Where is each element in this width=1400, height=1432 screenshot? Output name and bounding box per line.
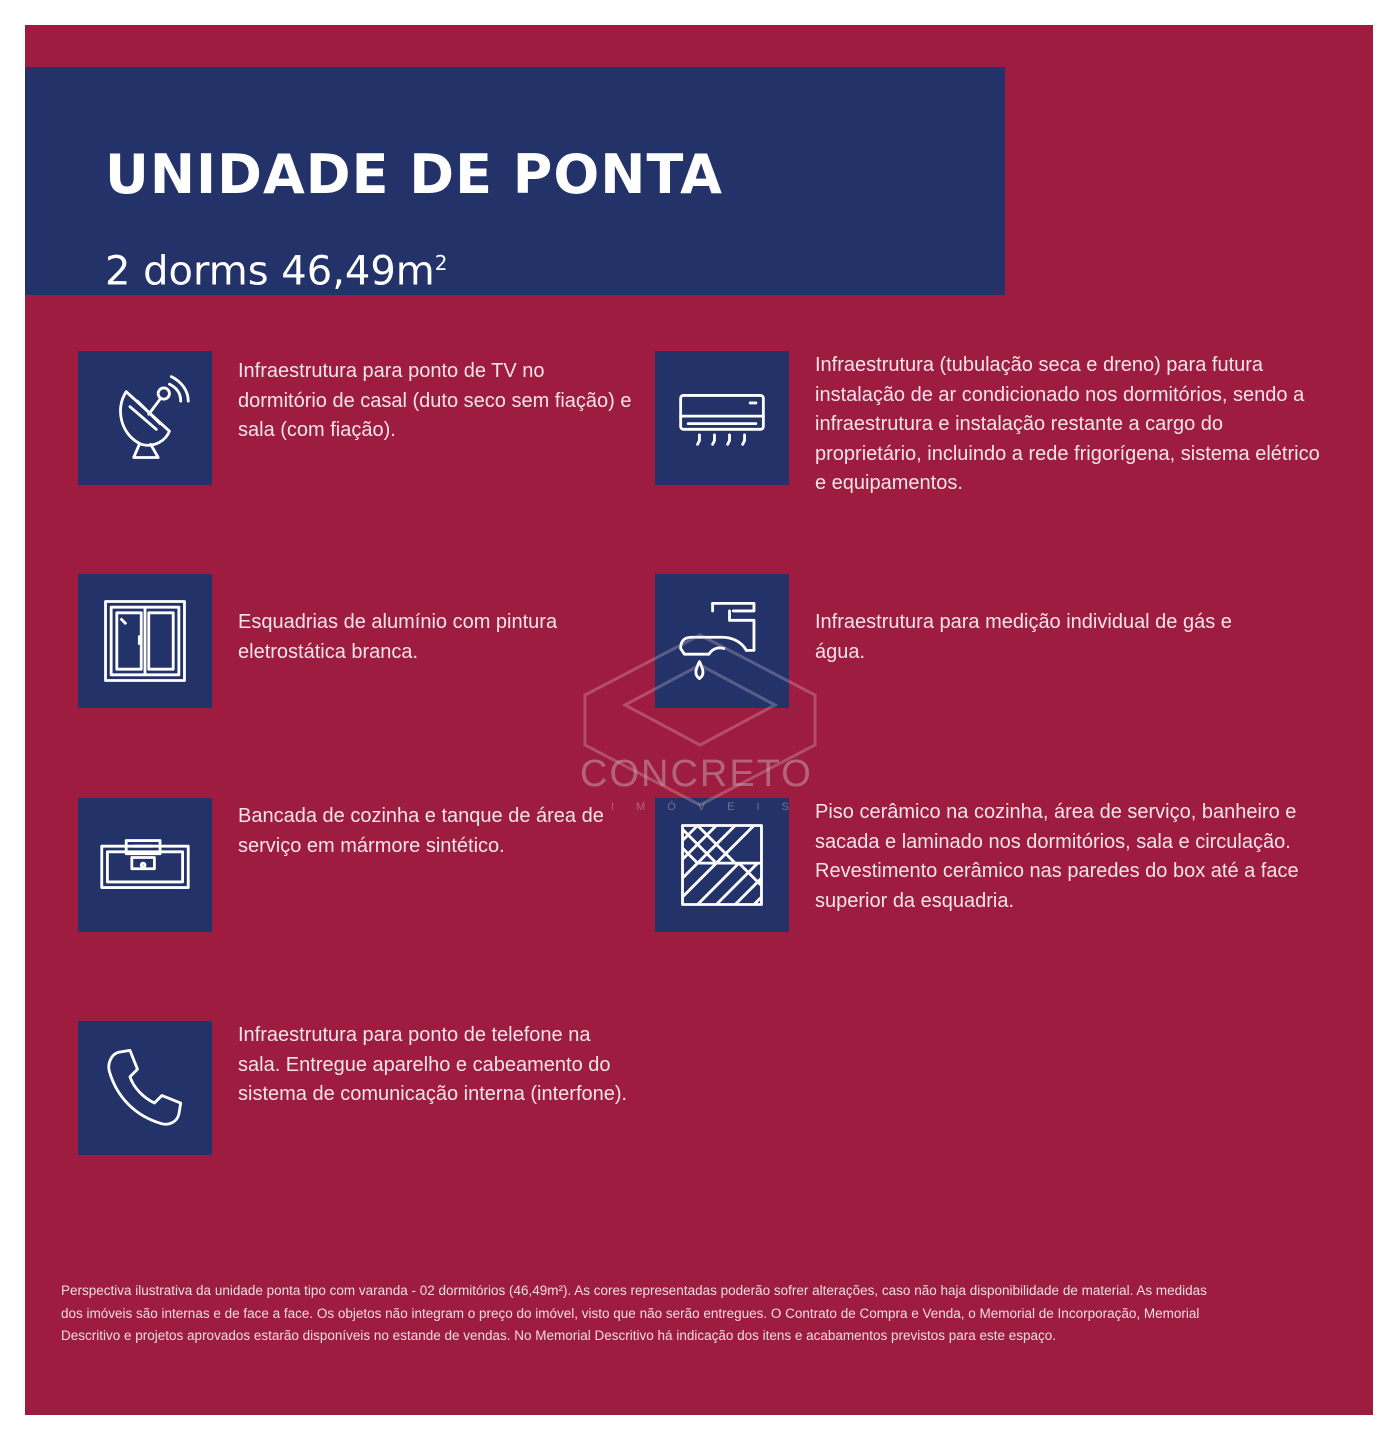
icon-box <box>655 351 789 485</box>
icon-box <box>78 798 212 932</box>
air-conditioner-icon <box>675 371 769 465</box>
icon-box <box>78 574 212 708</box>
feature-tv <box>78 351 638 485</box>
feature-text: Infraestrutura para medição individual de gás e água. <box>815 611 1232 663</box>
subtitle-superscript: 2 <box>434 251 448 275</box>
feature-text: Infraestrutura para ponto de telefone na sala. Entregue aparelho e cabeamento do sistema de comunicação interna (interfone). <box>238 1024 628 1105</box>
feature-kitchen-counter <box>78 798 638 932</box>
satellite-dish-icon <box>98 371 192 465</box>
feature-windows <box>78 574 638 708</box>
feature-text: Infraestrutura (tubulação seca e dreno) para futura instalação de ar condicionado nos dormitórios, sendo a infraestrutura e instalação restante a cargo do proprietário, incluindo a rede frigorígena, sistema elétrico e equipamentos. <box>815 354 1320 494</box>
feature-text: Piso cerâmico na cozinha, área de serviço, banheiro e sacada e laminado nos dormitórios, sala e circulação. Revestimento cerâmico nas paredes do box até a face superior da esquadria. <box>815 801 1299 912</box>
feature-text: Bancada de cozinha e tanque de área de serviço em mármore sintético. <box>238 805 604 857</box>
legal-disclaimer: Perspectiva ilustrativa da unidade ponta tipo com varanda - 02 dormitórios (46,49m²). As cores representadas poderão sofrer alterações, caso não haja disponibilidade de material. As medidas dos imóveis são internas e de face a face. Os objetos não integram o preço do imóvel, visto que não serão entregues. O Contrato de Compra e Venda, o Memorial de Incorporação, Memorial Descritivo e projetos aprovados estarão disponíveis no estande de vendas. No Memorial Descritivo há indicação dos itens e acabamentos previstos para este espaço. <box>61 1283 1207 1343</box>
feature-text: Esquadrias de alumínio com pintura eletrostática branca. <box>238 611 558 663</box>
header-banner <box>25 67 1005 295</box>
spec-card <box>25 25 1373 1415</box>
window-icon <box>98 594 192 688</box>
feature-text: Infraestrutura para ponto de TV no dormitório de casal (duto seco sem fiação) e sala (com fiação). <box>238 360 632 441</box>
watermark-brand: CONCRETO <box>580 753 813 795</box>
concreto-logo-watermark <box>575 625 825 855</box>
page-subtitle <box>105 239 448 295</box>
watermark-sub: IMÓVEIS <box>611 801 811 813</box>
telephone-icon <box>98 1041 192 1135</box>
feature-air-conditioning <box>655 351 1335 499</box>
icon-box <box>78 1021 212 1155</box>
page-title: UNIDADE DE PONTA <box>105 143 723 206</box>
subtitle-text: 2 dorms 46,49m <box>105 248 435 295</box>
kitchen-counter-icon <box>98 818 192 912</box>
feature-telephone <box>78 1021 638 1155</box>
icon-box <box>78 351 212 485</box>
